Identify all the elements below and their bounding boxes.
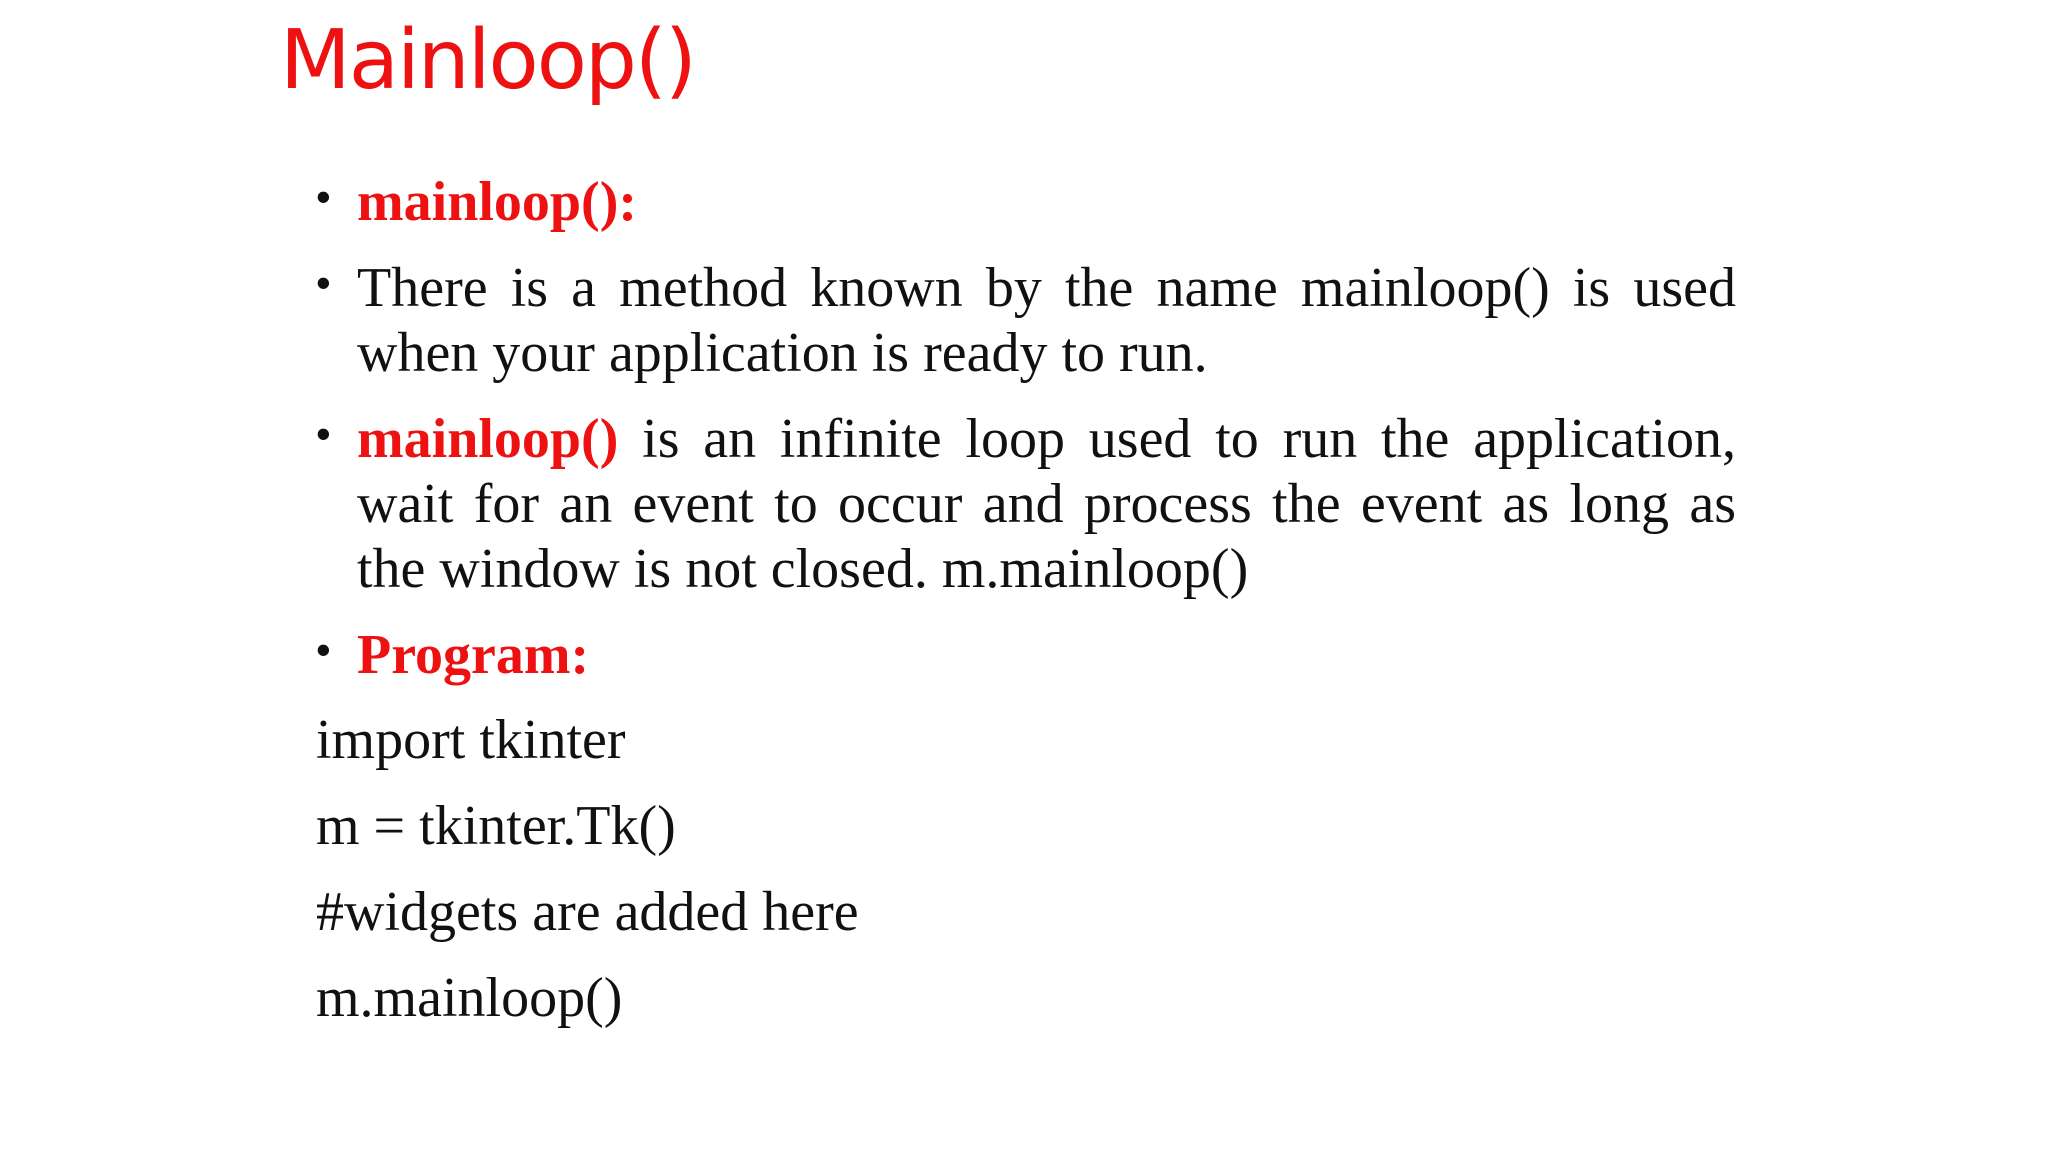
code-block [316, 708, 1736, 1031]
slide-body [316, 170, 1736, 1052]
code-line: import tkinter [316, 709, 626, 771]
code-line: #widgets are added here [316, 881, 859, 943]
code-line: m.mainloop() [316, 967, 623, 1029]
bullet-dot-icon: • [316, 173, 331, 220]
bullet-item-description [316, 256, 1736, 386]
bullet-heading: mainloop(): [357, 171, 637, 233]
bullet-list [316, 170, 1736, 688]
bullet-text: There is a method known by the name mainloop() is used when your application is ready to run. [357, 257, 1736, 384]
code-line: m = tkinter.Tk() [316, 795, 676, 857]
bullet-item-program-heading [316, 623, 1736, 688]
slide-title: Mainloop() [280, 13, 695, 108]
bullet-item-mainloop-heading [316, 170, 1736, 235]
bullet-item-infinite-loop [316, 407, 1736, 602]
bullet-lead: mainloop() [357, 408, 619, 470]
bullet-dot-icon: • [316, 410, 331, 457]
bullet-heading: Program: [357, 624, 590, 686]
bullet-dot-icon: • [316, 626, 331, 673]
bullet-dot-icon: • [316, 259, 331, 306]
bullet-text: is an infinite loop used to run the application, wait for an event to occur and process the event as long as the window is not closed. m.mainloop() [357, 408, 1736, 600]
